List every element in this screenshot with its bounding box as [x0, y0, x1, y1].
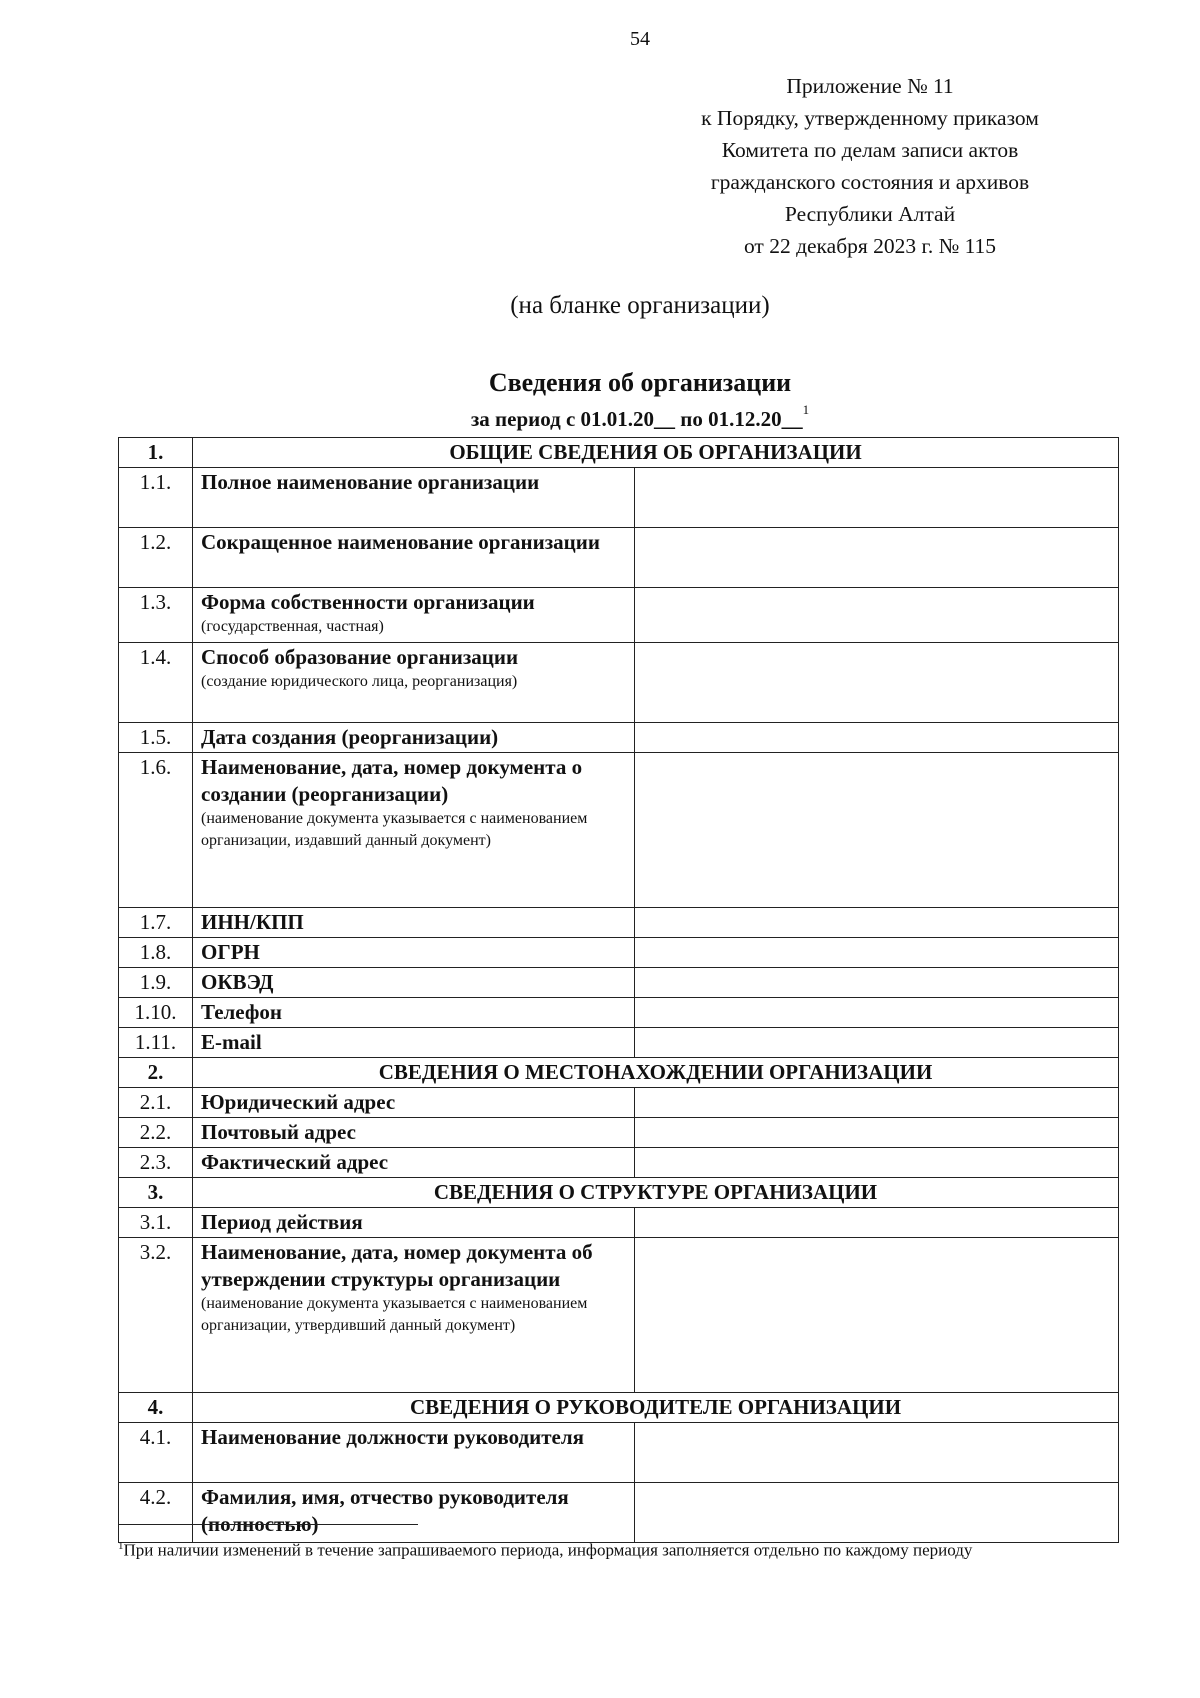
row-label-text: Наименование, дата, номер документа об утверждении структуры организации [201, 1240, 593, 1291]
value-cell[interactable] [635, 1423, 1119, 1483]
row-label-text: E-mail [201, 1030, 262, 1054]
row-label-text: ИНН/КПП [201, 910, 304, 934]
row-label-text: ОКВЭД [201, 970, 274, 994]
section-row [119, 1393, 1119, 1423]
appendix-header [630, 70, 1110, 262]
row-number: 1.5. [119, 723, 193, 753]
row-label [193, 998, 635, 1028]
row-number: 1.6. [119, 753, 193, 908]
row-label [193, 908, 635, 938]
section-number: 2. [119, 1058, 193, 1088]
row-label [193, 588, 635, 643]
row-label-text: Телефон [201, 1000, 283, 1024]
appendix-header-line: от 22 декабря 2023 г. № 115 [743, 234, 997, 258]
row-label-text: ОГРН [201, 940, 260, 964]
section-heading: СВЕДЕНИЯ О МЕСТОНАХОЖДЕНИИ ОРГАНИЗАЦИИ [193, 1058, 1119, 1088]
appendix-header-line: к Порядку, утвержденному приказом [701, 106, 1039, 130]
table-row [119, 1118, 1119, 1148]
value-cell[interactable] [635, 1118, 1119, 1148]
row-label-text: Почтовый адрес [201, 1120, 356, 1144]
table-row [119, 1148, 1119, 1178]
table-row [119, 528, 1119, 588]
footnote-divider [118, 1524, 418, 1525]
row-label-text: Способ образование организации [201, 645, 519, 669]
table-row [119, 1238, 1119, 1393]
table-row [119, 1423, 1119, 1483]
value-cell[interactable] [635, 998, 1119, 1028]
value-cell[interactable] [635, 908, 1119, 938]
table-row [119, 1028, 1119, 1058]
appendix-header-line: Приложение № 11 [786, 74, 954, 98]
row-label-text: Дата создания (реорганизации) [201, 725, 499, 749]
value-cell[interactable] [635, 968, 1119, 998]
value-cell[interactable] [635, 588, 1119, 643]
table-row [119, 468, 1119, 528]
table-row [119, 908, 1119, 938]
table-row [119, 968, 1119, 998]
section-number: 4. [119, 1393, 193, 1423]
row-number: 1.9. [119, 968, 193, 998]
section-row [119, 1178, 1119, 1208]
row-label [193, 1118, 635, 1148]
row-label-text: Полное наименование организации [201, 470, 540, 494]
row-number: 3.2. [119, 1238, 193, 1393]
value-cell[interactable] [635, 1208, 1119, 1238]
value-cell[interactable] [635, 468, 1119, 528]
row-label [193, 1423, 635, 1483]
organization-info-table [118, 437, 1119, 1543]
appendix-header-line: Республики Алтай [784, 202, 956, 226]
row-number: 4.1. [119, 1423, 193, 1483]
row-label [193, 1208, 635, 1238]
value-cell[interactable] [635, 1148, 1119, 1178]
row-number: 2.3. [119, 1148, 193, 1178]
document-subtitle [0, 402, 1200, 432]
table-row [119, 938, 1119, 968]
section-row [119, 438, 1119, 468]
row-number: 1.1. [119, 468, 193, 528]
row-label [193, 1238, 635, 1393]
section-heading: СВЕДЕНИЯ О СТРУКТУРЕ ОРГАНИЗАЦИИ [193, 1178, 1119, 1208]
row-number: 1.8. [119, 938, 193, 968]
table-row [119, 998, 1119, 1028]
footnote-reference: 1 [802, 402, 810, 417]
section-heading: ОБЩИЕ СВЕДЕНИЯ ОБ ОРГАНИЗАЦИИ [193, 438, 1119, 468]
footnote [118, 1534, 1118, 1563]
row-label-text: Сокращенное наименование организации [201, 530, 600, 554]
row-number: 1.4. [119, 643, 193, 723]
row-label-text: Юридический адрес [201, 1090, 396, 1114]
row-number: 1.2. [119, 528, 193, 588]
row-number: 1.3. [119, 588, 193, 643]
table-row [119, 588, 1119, 643]
row-label [193, 1088, 635, 1118]
table-row [119, 643, 1119, 723]
value-cell[interactable] [635, 938, 1119, 968]
row-number: 1.10. [119, 998, 193, 1028]
row-label [193, 468, 635, 528]
table-row [119, 723, 1119, 753]
value-cell[interactable] [635, 753, 1119, 908]
section-number: 1. [119, 438, 193, 468]
table-row [119, 753, 1119, 908]
row-note: (государственная, частная) [201, 618, 384, 635]
row-label [193, 1028, 635, 1058]
row-label [193, 938, 635, 968]
row-label [193, 1148, 635, 1178]
letterhead-note: (на бланке организации) [510, 292, 770, 319]
section-heading: СВЕДЕНИЯ О РУКОВОДИТЕЛЕ ОРГАНИЗАЦИИ [193, 1393, 1119, 1423]
page-number: 54 [630, 28, 650, 50]
row-note: (наименование документа указывается с наименованием организации, издавший данный документ) [201, 810, 588, 849]
row-number: 1.11. [119, 1028, 193, 1058]
appendix-header-line: Комитета по делам записи актов [721, 138, 1019, 162]
value-cell[interactable] [635, 1028, 1119, 1058]
row-number: 2.1. [119, 1088, 193, 1118]
value-cell[interactable] [635, 723, 1119, 753]
row-label-text: Наименование должности руководителя [201, 1425, 584, 1449]
section-number: 3. [119, 1178, 193, 1208]
table-row [119, 1088, 1119, 1118]
row-label-text: Форма собственности организации [201, 590, 535, 614]
footnote-text: При наличии изменений в течение запрашиваемого периода, информация заполняется отдельно по каждому периоду [123, 1540, 973, 1560]
row-label [193, 723, 635, 753]
document-title: Сведения об организации [488, 368, 792, 397]
row-label [193, 643, 635, 723]
value-cell[interactable] [635, 528, 1119, 588]
row-label-text: Фактический адрес [201, 1150, 389, 1174]
row-label-text: Период действия [201, 1210, 363, 1234]
table-row [119, 1208, 1119, 1238]
row-note: (создание юридического лица, реорганизация) [201, 673, 518, 690]
row-label-text: Наименование, дата, номер документа о создании (реорганизации) [201, 755, 583, 806]
value-cell[interactable] [635, 1238, 1119, 1393]
section-row [119, 1058, 1119, 1088]
row-number: 1.7. [119, 908, 193, 938]
row-label [193, 753, 635, 908]
appendix-header-line: гражданского состояния и архивов [710, 170, 1030, 194]
value-cell[interactable] [635, 1088, 1119, 1118]
subtitle-text: за период с 01.01.20__ по 01.12.20__ [470, 407, 803, 431]
row-number: 2.2. [119, 1118, 193, 1148]
footnote-mark: 1 [118, 1540, 124, 1552]
row-number: 4.2. [119, 1483, 193, 1543]
row-label [193, 528, 635, 588]
row-label [193, 968, 635, 998]
value-cell[interactable] [635, 643, 1119, 723]
row-label-text: Фамилия, имя, отчество руководителя (полностью) [201, 1485, 569, 1536]
row-number: 3.1. [119, 1208, 193, 1238]
row-note: (наименование документа указывается с наименованием организации, утвердивший данный документ) [201, 1295, 588, 1334]
